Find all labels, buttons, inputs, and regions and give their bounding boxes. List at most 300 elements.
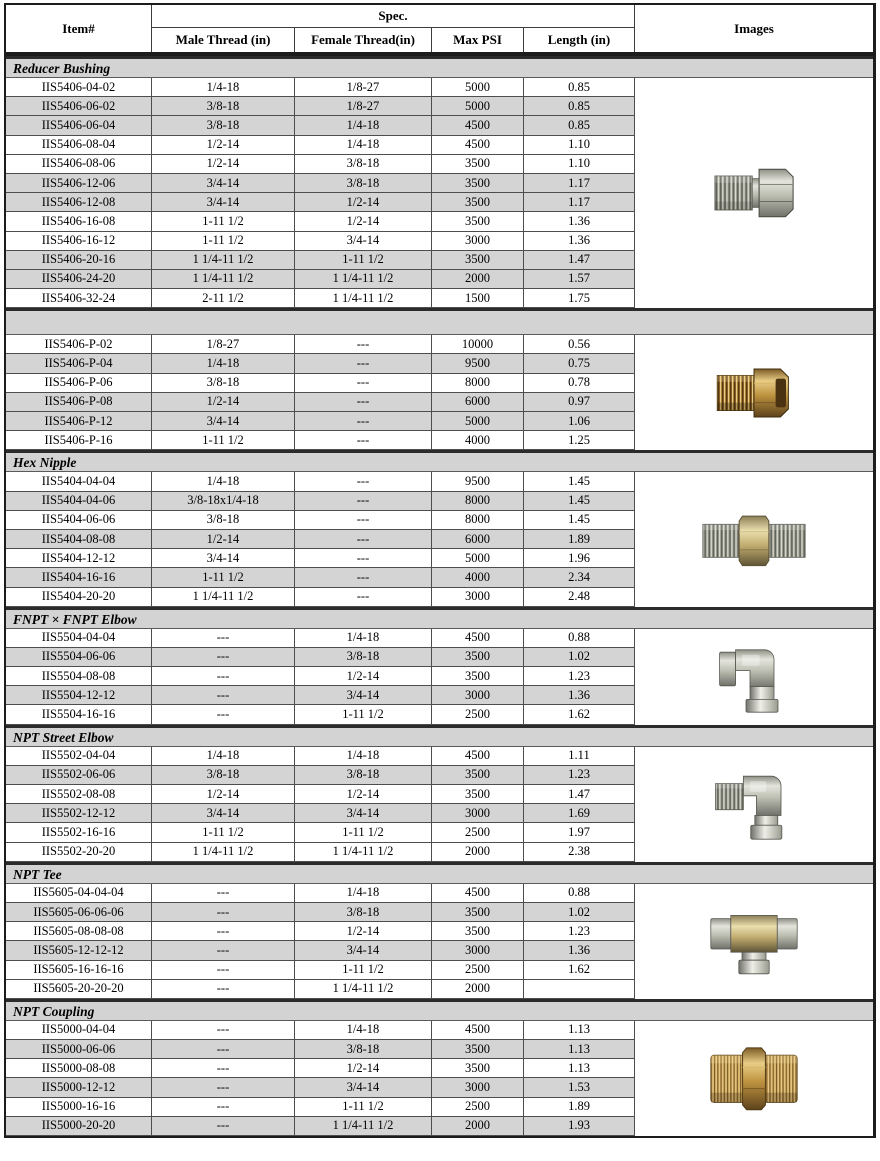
male-cell: 3/4-14: [152, 193, 295, 211]
psi-cell: 3500: [432, 174, 524, 192]
spec-table: [4, 3, 876, 1138]
col-header-female-thread: Female Thread(in): [295, 28, 432, 52]
table-row: [6, 1078, 634, 1097]
section-block: [6, 335, 873, 450]
item-cell: IIS5000-08-08: [6, 1059, 152, 1077]
length-cell: 1.06: [568, 413, 590, 428]
female-cell: 1/4-18: [295, 884, 432, 902]
table-row: [6, 335, 634, 354]
rows-group: [6, 747, 634, 862]
psi-cell: 4500: [432, 629, 524, 647]
rows-group: [6, 78, 634, 308]
item-cell: IIS5000-04-04: [6, 1021, 152, 1039]
section-block: [6, 472, 873, 606]
male-cell: 3/8-18: [152, 511, 295, 529]
male-cell: ---: [152, 686, 295, 704]
length-cell: 1.36: [568, 942, 590, 957]
female-cell: ---: [295, 472, 432, 490]
table-row: [6, 374, 634, 393]
table-row: [6, 354, 634, 373]
female-cell: 1 1/4-11 1/2: [295, 289, 432, 307]
length-cell: 1.45: [568, 512, 590, 527]
male-cell: 3/4-14: [152, 804, 295, 822]
item-cell: IIS5404-04-06: [6, 492, 152, 510]
female-cell: ---: [295, 492, 432, 510]
length-cell: 1.23: [568, 923, 590, 938]
length-cell: 1.25: [568, 432, 590, 447]
table-row: [6, 174, 634, 193]
item-cell: IIS5000-06-06: [6, 1040, 152, 1058]
psi-cell: 3500: [432, 212, 524, 230]
female-cell: 1/2-14: [295, 785, 432, 803]
table-row: [6, 843, 634, 862]
male-cell: 1/2-14: [152, 155, 295, 173]
psi-cell: 3500: [432, 667, 524, 685]
section-spacer: [6, 308, 873, 335]
item-cell: IIS5406-20-16: [6, 251, 152, 269]
item-cell: IIS5502-16-16: [6, 823, 152, 841]
item-cell: IIS5406-08-04: [6, 136, 152, 154]
section-title: NPT Tee: [6, 862, 873, 884]
elbow-ff-icon: [710, 636, 798, 718]
table-row: [6, 961, 634, 980]
item-cell: IIS5502-04-04: [6, 747, 152, 765]
male-cell: ---: [152, 648, 295, 666]
female-cell: 3/4-14: [295, 232, 432, 250]
male-cell: 3/4-14: [152, 549, 295, 567]
table-row: [6, 629, 634, 648]
female-cell: ---: [295, 431, 432, 449]
table-row: [6, 667, 634, 686]
length-cell: 0.85: [568, 117, 590, 132]
male-cell: ---: [152, 1098, 295, 1116]
item-cell: IIS5406-P-16: [6, 431, 152, 449]
length-cell: [524, 980, 634, 998]
male-cell: 1/8-27: [152, 335, 295, 353]
table-row: [6, 705, 634, 724]
table-row: [6, 431, 634, 450]
fnpt-fnpt-elbow-photo: [634, 629, 873, 725]
female-cell: 1 1/4-11 1/2: [295, 843, 432, 861]
item-cell: IIS5605-16-16-16: [6, 961, 152, 979]
section-block: [6, 884, 873, 999]
section-title: FNPT × FNPT Elbow: [6, 607, 873, 629]
table-row: [6, 588, 634, 607]
reducer-bushing-photo: [634, 78, 873, 308]
item-cell: IIS5502-12-12: [6, 804, 152, 822]
psi-cell: 3000: [432, 686, 524, 704]
section-title: NPT Coupling: [6, 999, 873, 1021]
hex-nipple-photo: [634, 472, 873, 606]
female-cell: ---: [295, 354, 432, 372]
female-cell: 3/4-14: [295, 804, 432, 822]
table-row: [6, 1117, 634, 1136]
npt-coupling-photo: [634, 1021, 873, 1136]
male-cell: ---: [152, 705, 295, 723]
male-cell: 2-11 1/2: [152, 289, 295, 307]
length-cell: 1.13: [568, 1041, 590, 1056]
table-row: [6, 686, 634, 705]
psi-cell: 3000: [432, 588, 524, 606]
female-cell: 3/4-14: [295, 941, 432, 959]
section-block: [6, 1021, 873, 1136]
male-cell: 1 1/4-11 1/2: [152, 843, 295, 861]
table-row: [6, 884, 634, 903]
item-cell: IIS5404-12-12: [6, 549, 152, 567]
male-cell: ---: [152, 1040, 295, 1058]
female-cell: ---: [295, 393, 432, 411]
male-cell: 3/8-18: [152, 116, 295, 134]
length-cell: 1.57: [568, 271, 590, 286]
table-row: [6, 232, 634, 251]
length-cell: 1.62: [568, 962, 590, 977]
length-cell: 1.11: [568, 748, 590, 763]
psi-cell: 3500: [432, 1040, 524, 1058]
female-cell: 3/8-18: [295, 766, 432, 784]
female-cell: ---: [295, 412, 432, 430]
psi-cell: 5000: [432, 97, 524, 115]
male-cell: 1/4-18: [152, 747, 295, 765]
length-cell: 1.13: [568, 1022, 590, 1037]
table-row: [6, 1040, 634, 1059]
table-row: [6, 568, 634, 587]
table-row: [6, 492, 634, 511]
length-cell: 1.02: [568, 904, 590, 919]
length-cell: 1.89: [568, 531, 590, 546]
table-row: [6, 136, 634, 155]
section-title: Reducer Bushing: [6, 56, 873, 78]
elbow-street-icon: [709, 763, 799, 845]
table-row: [6, 903, 634, 922]
table-header: [6, 5, 873, 56]
male-cell: 1-11 1/2: [152, 212, 295, 230]
male-cell: ---: [152, 903, 295, 921]
table-row: [6, 1098, 634, 1117]
item-cell: IIS5406-P-12: [6, 412, 152, 430]
item-cell: IIS5605-08-08-08: [6, 922, 152, 940]
psi-cell: 4500: [432, 884, 524, 902]
length-cell: 1.89: [568, 1099, 590, 1114]
item-cell: IIS5406-06-04: [6, 116, 152, 134]
psi-cell: 2000: [432, 270, 524, 288]
psi-cell: 3500: [432, 903, 524, 921]
female-cell: 1/2-14: [295, 667, 432, 685]
item-cell: IIS5406-P-02: [6, 335, 152, 353]
col-header-male-thread: Male Thread (in): [152, 28, 295, 52]
item-cell: IIS5406-P-04: [6, 354, 152, 372]
section-block: [6, 78, 873, 308]
table-row: [6, 511, 634, 530]
length-cell: 1.75: [568, 290, 590, 305]
item-cell: IIS5502-08-08: [6, 785, 152, 803]
table-row: [6, 472, 634, 491]
length-cell: 1.97: [568, 824, 590, 839]
male-cell: 1/2-14: [152, 393, 295, 411]
psi-cell: 8000: [432, 511, 524, 529]
length-cell: 1.45: [568, 493, 590, 508]
length-cell: 0.88: [568, 630, 590, 645]
item-cell: IIS5504-04-04: [6, 629, 152, 647]
psi-cell: 5000: [432, 412, 524, 430]
length-cell: 1.23: [568, 668, 590, 683]
psi-cell: 3000: [432, 1078, 524, 1096]
length-cell: 2.48: [568, 589, 590, 604]
female-cell: ---: [295, 335, 432, 353]
bushing-icon: [703, 154, 805, 232]
table-row: [6, 804, 634, 823]
table-row: [6, 785, 634, 804]
table-row: [6, 549, 634, 568]
item-cell: IIS5406-16-12: [6, 232, 152, 250]
psi-cell: 4000: [432, 568, 524, 586]
npt-street-elbow-photo: [634, 747, 873, 862]
item-cell: IIS5406-12-08: [6, 193, 152, 211]
female-cell: 1/2-14: [295, 1059, 432, 1077]
table-row: [6, 922, 634, 941]
male-cell: 1-11 1/2: [152, 823, 295, 841]
psi-cell: 4500: [432, 136, 524, 154]
female-cell: 1 1/4-11 1/2: [295, 980, 432, 998]
col-header-images: Images: [634, 5, 873, 52]
male-cell: ---: [152, 667, 295, 685]
length-cell: 0.85: [568, 98, 590, 113]
female-cell: ---: [295, 588, 432, 606]
table-row: [6, 1059, 634, 1078]
table-row: [6, 747, 634, 766]
rows-group: [6, 1021, 634, 1136]
length-cell: 1.69: [568, 805, 590, 820]
psi-cell: 8000: [432, 492, 524, 510]
psi-cell: 3500: [432, 766, 524, 784]
male-cell: 1/4-18: [152, 354, 295, 372]
male-cell: 1/2-14: [152, 136, 295, 154]
psi-cell: 9500: [432, 472, 524, 490]
male-cell: 1/2-14: [152, 785, 295, 803]
female-cell: 3/8-18: [295, 1040, 432, 1058]
psi-cell: 3500: [432, 251, 524, 269]
npt-tee-photo: [634, 884, 873, 999]
male-cell: ---: [152, 980, 295, 998]
male-cell: ---: [152, 941, 295, 959]
col-header-spec: Spec.: [152, 5, 634, 28]
psi-cell: 2000: [432, 843, 524, 861]
male-cell: ---: [152, 922, 295, 940]
female-cell: 1/8-27: [295, 97, 432, 115]
male-cell: 1/4-18: [152, 472, 295, 490]
length-cell: 0.88: [568, 885, 590, 900]
item-cell: IIS5406-16-08: [6, 212, 152, 230]
item-cell: IIS5404-06-06: [6, 511, 152, 529]
section-block: [6, 747, 873, 862]
rows-group: [6, 629, 634, 725]
item-cell: IIS5502-06-06: [6, 766, 152, 784]
section-title: Hex Nipple: [6, 450, 873, 472]
male-cell: ---: [152, 1059, 295, 1077]
item-cell: IIS5504-08-08: [6, 667, 152, 685]
length-cell: 1.36: [568, 213, 590, 228]
psi-cell: 3500: [432, 193, 524, 211]
table-row: [6, 193, 634, 212]
female-cell: 1/4-18: [295, 116, 432, 134]
female-cell: 1/4-18: [295, 629, 432, 647]
male-cell: 1-11 1/2: [152, 431, 295, 449]
psi-cell: 2000: [432, 980, 524, 998]
table-row: [6, 980, 634, 999]
male-cell: 1 1/4-11 1/2: [152, 270, 295, 288]
item-cell: IIS5404-20-20: [6, 588, 152, 606]
length-cell: 2.38: [568, 844, 590, 859]
length-cell: 0.97: [568, 394, 590, 409]
table-row: [6, 78, 634, 97]
length-cell: 0.78: [568, 375, 590, 390]
male-cell: 3/8-18: [152, 374, 295, 392]
table-row: [6, 270, 634, 289]
psi-cell: 4000: [432, 431, 524, 449]
female-cell: 1/2-14: [295, 922, 432, 940]
psi-cell: 10000: [432, 335, 524, 353]
length-cell: 0.75: [568, 356, 590, 371]
male-cell: 1 1/4-11 1/2: [152, 588, 295, 606]
item-cell: IIS5406-P-08: [6, 393, 152, 411]
length-cell: 1.36: [568, 687, 590, 702]
table-row: [6, 97, 634, 116]
item-cell: IIS5406-24-20: [6, 270, 152, 288]
female-cell: 1 1/4-11 1/2: [295, 270, 432, 288]
psi-cell: 3000: [432, 232, 524, 250]
male-cell: 1 1/4-11 1/2: [152, 251, 295, 269]
item-cell: IIS5406-P-06: [6, 374, 152, 392]
psi-cell: 4500: [432, 1021, 524, 1039]
item-cell: IIS5406-04-02: [6, 78, 152, 96]
item-cell: IIS5406-08-06: [6, 155, 152, 173]
table-row: [6, 530, 634, 549]
female-cell: ---: [295, 530, 432, 548]
table-row: [6, 648, 634, 667]
table-row: [6, 155, 634, 174]
female-cell: ---: [295, 374, 432, 392]
female-cell: 3/8-18: [295, 155, 432, 173]
female-cell: 1-11 1/2: [295, 1098, 432, 1116]
length-cell: 1.02: [568, 649, 590, 664]
section-block: [6, 629, 873, 725]
psi-cell: 2500: [432, 823, 524, 841]
psi-cell: 3500: [432, 785, 524, 803]
male-cell: ---: [152, 1021, 295, 1039]
psi-cell: 3500: [432, 155, 524, 173]
item-cell: IIS5406-32-24: [6, 289, 152, 307]
table-row: [6, 116, 634, 135]
item-cell: IIS5404-08-08: [6, 530, 152, 548]
col-header-item: Item#: [6, 5, 152, 52]
length-cell: 1.13: [568, 1060, 590, 1075]
female-cell: ---: [295, 549, 432, 567]
female-cell: 1/2-14: [295, 212, 432, 230]
female-cell: 1-11 1/2: [295, 823, 432, 841]
col-header-max-psi: Max PSI: [432, 28, 524, 52]
item-cell: IIS5504-12-12: [6, 686, 152, 704]
length-cell: 1.10: [568, 137, 590, 152]
female-cell: ---: [295, 568, 432, 586]
table-row: [6, 823, 634, 842]
length-cell: 1.36: [568, 233, 590, 248]
item-cell: IIS5504-16-16: [6, 705, 152, 723]
item-cell: IIS5404-04-04: [6, 472, 152, 490]
male-cell: 3/4-14: [152, 174, 295, 192]
length-cell: 1.23: [568, 767, 590, 782]
psi-cell: 3000: [432, 804, 524, 822]
male-cell: ---: [152, 884, 295, 902]
female-cell: 3/8-18: [295, 174, 432, 192]
psi-cell: 1500: [432, 289, 524, 307]
length-cell: 1.45: [568, 473, 590, 488]
female-cell: 1-11 1/2: [295, 705, 432, 723]
table-row: [6, 1021, 634, 1040]
male-cell: 3/8-18x1/4-18: [152, 492, 295, 510]
rows-group: [6, 472, 634, 606]
table-row: [6, 412, 634, 431]
male-cell: 3/8-18: [152, 766, 295, 784]
item-cell: IIS5000-20-20: [6, 1117, 152, 1135]
psi-cell: 2500: [432, 705, 524, 723]
psi-cell: 8000: [432, 374, 524, 392]
item-cell: IIS5504-06-06: [6, 648, 152, 666]
psi-cell: 2500: [432, 1098, 524, 1116]
female-cell: 3/8-18: [295, 648, 432, 666]
length-cell: 1.96: [568, 550, 590, 565]
female-cell: 1-11 1/2: [295, 961, 432, 979]
item-cell: IIS5404-16-16: [6, 568, 152, 586]
rows-group: [6, 335, 634, 450]
item-cell: IIS5605-20-20-20: [6, 980, 152, 998]
tee-icon: [705, 905, 803, 977]
female-cell: 1/4-18: [295, 747, 432, 765]
plug-icon: [706, 357, 802, 429]
male-cell: 1-11 1/2: [152, 232, 295, 250]
female-cell: 1/2-14: [295, 193, 432, 211]
item-cell: IIS5406-12-06: [6, 174, 152, 192]
item-cell: IIS5000-12-12: [6, 1078, 152, 1096]
length-cell: 1.93: [568, 1118, 590, 1133]
female-cell: 1/4-18: [295, 1021, 432, 1039]
male-cell: 3/4-14: [152, 412, 295, 430]
rows-group: [6, 884, 634, 999]
female-cell: 1 1/4-11 1/2: [295, 1117, 432, 1135]
item-cell: IIS5406-06-02: [6, 97, 152, 115]
male-cell: ---: [152, 1078, 295, 1096]
psi-cell: 5000: [432, 549, 524, 567]
length-cell: 0.56: [568, 336, 590, 351]
psi-cell: 3500: [432, 648, 524, 666]
brass-pipe-plug-photo: [634, 335, 873, 450]
table-row: [6, 289, 634, 308]
female-cell: 3/4-14: [295, 1078, 432, 1096]
female-cell: 1/8-27: [295, 78, 432, 96]
coupling-icon: [701, 1041, 807, 1115]
section-title: NPT Street Elbow: [6, 725, 873, 747]
male-cell: ---: [152, 961, 295, 979]
item-cell: IIS5502-20-20: [6, 843, 152, 861]
male-cell: 1/2-14: [152, 530, 295, 548]
male-cell: 1-11 1/2: [152, 568, 295, 586]
table-row: [6, 251, 634, 270]
psi-cell: 4500: [432, 747, 524, 765]
table-row: [6, 212, 634, 231]
nipple-icon: [695, 507, 813, 573]
table-row: [6, 766, 634, 785]
male-cell: ---: [152, 629, 295, 647]
col-header-length: Length (in): [524, 28, 634, 52]
psi-cell: 9500: [432, 354, 524, 372]
